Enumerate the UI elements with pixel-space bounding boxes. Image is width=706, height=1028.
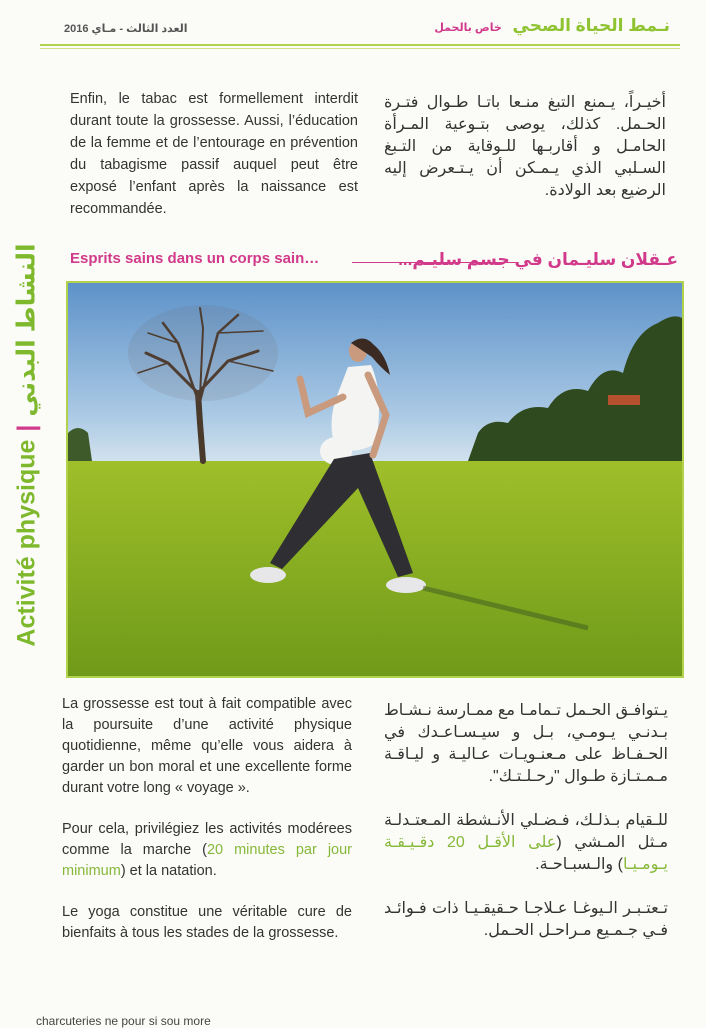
building-roof xyxy=(608,395,640,405)
magazine-subtitle: خاص بالحمل xyxy=(434,22,502,34)
paragraph-activity-compatible: La grossesse est tout à fait compatible avec la poursuite d’une activité physique quotidienne, même qu’elle vous aidera à garder un bon moral et une excellente forme durant votre long « voyage ». xyxy=(62,696,352,796)
pregnant-woman-walking-photo xyxy=(66,281,684,678)
tree-canopy-haze xyxy=(128,305,278,401)
highlight-duration: 20 minutes par jour minimum xyxy=(62,842,352,879)
paragraph-moderate-activities xyxy=(62,819,352,882)
section-label-fr: Activité physique xyxy=(13,439,41,647)
highlight-duration-ar: على الأقـل 20 دقـيـقـة يـومـيـا xyxy=(384,834,668,873)
paragraph-activity-compatible-ar: يـتوافـق الحـمل تـمامـا مع ممـارسة نـشـاط بـدنـي يـومـي، بـل و سيـسـاعـدك في الحـفـاظ على مـعنـويـات عـاليـة و ليـاقـة مـمـتـازة طـوال "رحـلـتـك". xyxy=(384,702,668,785)
paragraph-yoga: Le yoga constitue une véritable cure de bienfaits à tous les stades de la grossesse. xyxy=(62,904,352,941)
issue-year: 2016 xyxy=(64,23,89,35)
intro-text-ar: أخيـراً، يـمنع التبغ منـعا باتـا طـوال فتـرة الحـمل. كذلك، يوصى بتـوعية المـرأة الحامـل و أقاربـها للـوقاية من التـبغ السـلبي الذي يـمـكن أن يـتـعرض إليه الرضيع بعد الولادة. xyxy=(384,94,666,199)
intro-text-fr: Enfin, le tabac est formellement interdit durant toute la grossesse. Aussi, l’éducation de la femme et de l’entourage en prévention du tabagisme passif auquel peut être exposé l’enfant après la naissance est recommandée. xyxy=(70,91,358,217)
subheading-ar: عـقلان سليـمان في جسم سليـم... xyxy=(398,250,678,269)
section-label-separator: | xyxy=(13,424,41,432)
section-label xyxy=(2,205,52,685)
paragraph-yoga-ar: تـعتـبـر الـيوغـا عـلاجـا حـقيقـيـا ذات فـوائـد فـي جـمـيع مـراحـل الحـمل. xyxy=(384,900,668,939)
photo-illustration xyxy=(68,283,682,676)
paragraph-moderate-activities-ar xyxy=(384,810,668,876)
header-divider xyxy=(40,44,680,46)
text-span: للـقيام بـذلـك، فـضـلي الأنـشطة المـعتـدلـة مـثل المـشي ( xyxy=(384,812,669,851)
issue-number: العدد الثالث - مـاي xyxy=(91,23,188,35)
section-label-ar: النشاط البدني xyxy=(13,243,41,417)
text-span: Pour cela, privilégiez les activités modérees comme la marche ( xyxy=(62,821,352,858)
body-text-ar xyxy=(384,700,668,964)
body-text-fr xyxy=(62,694,352,964)
magazine-title: نـمط الحياة الصحي xyxy=(512,16,670,35)
text-span: ) et la natation. xyxy=(120,863,217,879)
subheading-fr: Esprits sains dans un corps sain… xyxy=(70,250,320,267)
header-divider-thin xyxy=(40,48,680,49)
magazine-header xyxy=(434,16,670,36)
issue-info xyxy=(64,22,188,35)
text-span: ) والـسبـاحـة. xyxy=(535,856,623,873)
footer-cut-text: charcuteries ne pour si sou more xyxy=(36,1014,211,1028)
